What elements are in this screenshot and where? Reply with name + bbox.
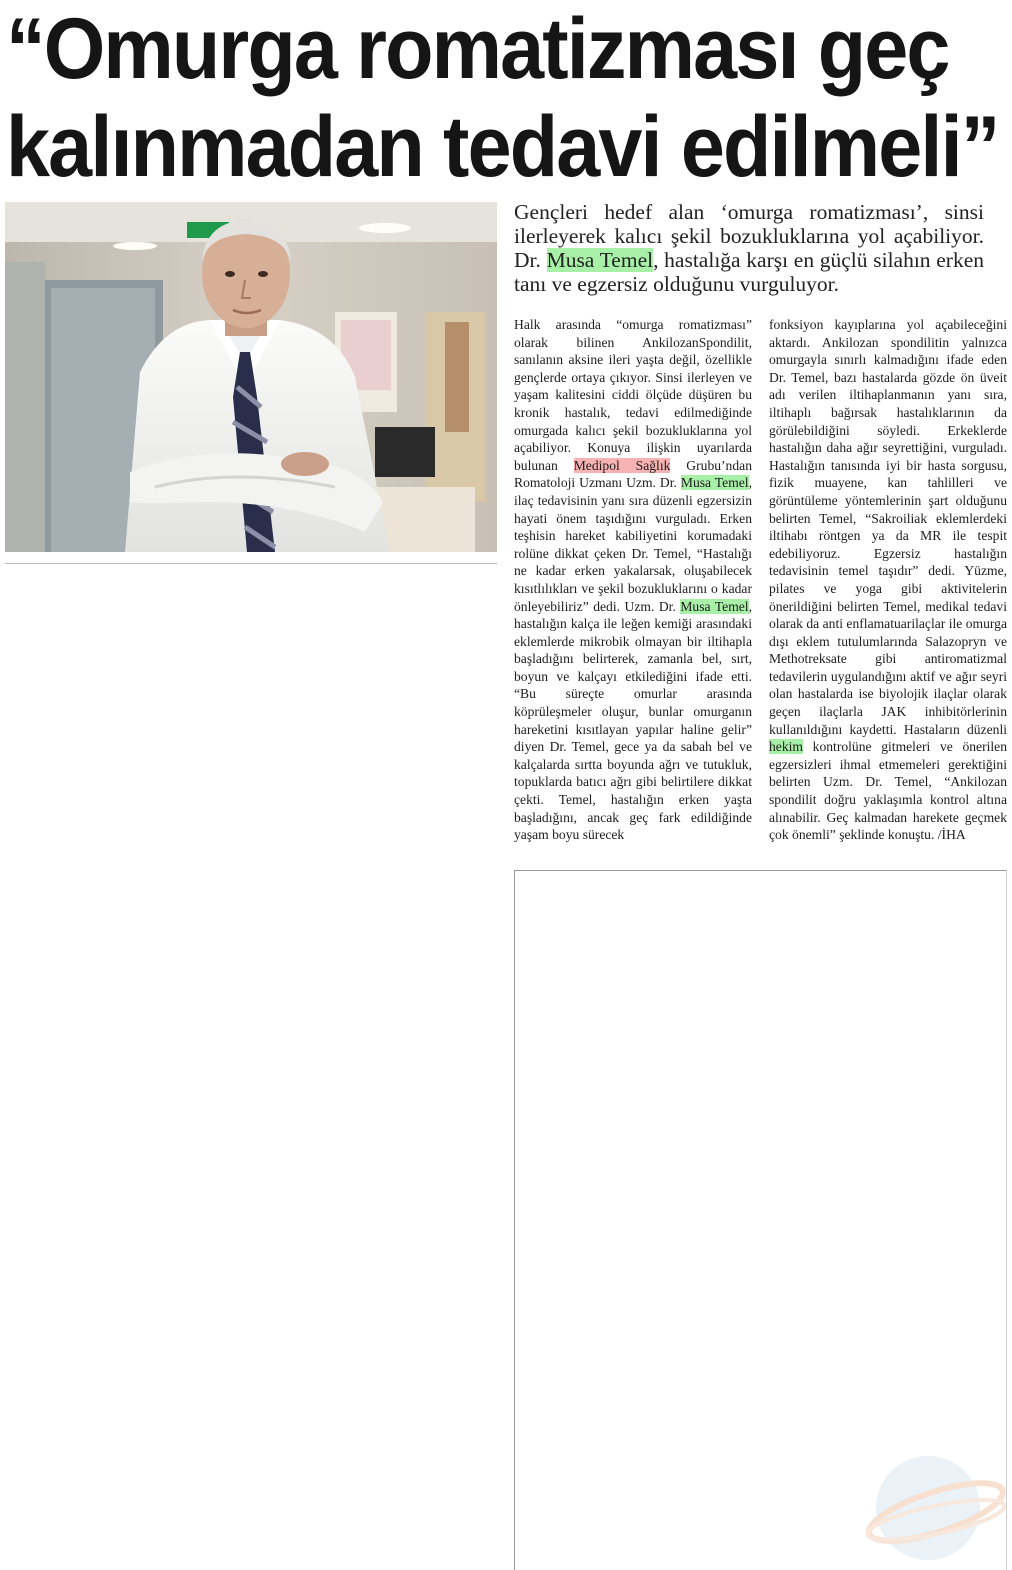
body-column-1 [514,316,752,844]
name-highlight: Musa Temel [680,598,749,614]
body-column-2 [769,316,1007,844]
photo-divider [5,563,497,564]
headline-line-1: “Omurga romatizması geç [6,1,949,97]
body-text: Halk arasında “omurga romatizması” olarak bilinen AnkilozanSpondilit, sanılanın aksine ileri yaşta değil, özellikle gençlerde ortaya çıkıyor. Sinsi ilerleyen ve yaşam kalitesini ciddi ölçüde düşüren bu kronik hastalık, tedavi edilmediğinde omurgada kalıcı şekil bozukluklarına yol açabiliyor. Konuya ilişkin uyarılarda bulunan [514,317,752,473]
deck-name-highlight: Musa Temel [546,248,654,272]
org-highlight: Medipol Sağlık [573,457,671,473]
name-highlight: Musa Temel [680,475,749,491]
doctor-portrait-illustration [5,202,497,552]
headline [6,0,999,196]
article-deck [514,200,984,296]
body-text: kontrolüne gitmeleri ve önerilen egzersizleri ihmal etmemeleri gerektiğini belirten Uzm. Dr. Temel, “Ankilozan spondilit doğru yaklaşımla kontrol altına alınabilir. Geç kalmadan harekete geçmek çok önemli” şeklinde konuştu. /İHA [769,739,1007,843]
deck-text: Gençleri hedef alan ‘omurga romatizması’, sinsi ilerleyerek kalıcı şekil bozukluklarına yol açabiliyor. Dr. [514,200,984,272]
body-text: , ilaç tedavisinin yanı sıra düzenli egzersizin hayati önem taşıdığını vurguladı. Erken teşhisin hareket kabiliyetini korumadaki rolüne dikkat çeken Dr. Temel, “Hastalığı ne kadar erken yakalarsak, oluşabilecek kısıtlılıkları ve şekil bozukluklarını o kadar önleyebiliriz” dedi. Uzm. Dr. [514,475,752,614]
article-photo [5,202,497,552]
body-text: , hastalığın kalça ile leğen kemiği arasındaki eklemlerde mikrobik olmayan bir iltihapla başladığını belirterek, zamanla bel, sırt, boyun ve kalçayı etkilediğini ifade etti. “Bu süreçte omurlar arasında köprüleşmeler oluşur, bunlar omurganın hareketini kısıtlayan yapılar haline gelir” diyen Dr. Temel, gece ya da sabah bel ve kalçalarda sırtta boyunda ağrı ve tutukluk, topuklarda batıcı ağrı gibi belirtilere dikkat çekti. Temel, hastalığın erken yaşta başladığını, ancak geç fark edildiğinde yaşam boyu sürecek [514,598,752,843]
body-text: fonksiyon kayıplarına yol açabileceğini aktardı. Ankilozan spondilitin yalnızca omurgayla sınırlı kalmadığını ifade eden Dr. Temel, bazı hastalarda gözde ön üveit adı verilen iltihaplanmanın yanı sıra, iltihaplı bağırsak hastalıklarının da görülebildiğini söyledi. Erkeklerde hastalığın daha ağır seyrettiğini, vurguladı. Hastalığın tanısında iyi bir hasta sorgusu, fizik muayene, kan tahlilleri ve görüntüleme yöntemlerinin şart olduğunu belirten Temel, “Sakroiliak eklemlerdeki iltihabı röntgen ya da MR ile tespit edebiliyoruz. Egzersiz hastalığın tedavisinin temel taşıdır” dedi. Yüzme, pilates ve yoga gibi aktivitelerin önerildiğini belirten Temel, medikal tedavi olarak da anti enflamatuarilaçlar ile omurga dışı eklem tutulumlarında Salazopryn ve Methotreksate gibi antiromatizmal tedavilerin uygulandığını aktif ve ağır seyri olan hastalarda ise biyolojik ilaçlar olarak geçen ilaçlarla JAK inhibitörlerinin kullanıldığını kaydetti. Hastaların düzenli [769,317,1007,737]
keyword-highlight: hekim [769,739,803,755]
deck-text-end: , hastalığa karşı en güçlü silahın erken tanı ve egzersiz olduğunu vurguluyor. [514,248,985,296]
globe-watermark-icon [858,1450,1008,1565]
body-text: Grubu’ndan Romatoloji Uzmanı Uzm. Dr. [514,457,752,491]
headline-line-2: kalınmadan tedavi edilmeli” [6,99,999,195]
